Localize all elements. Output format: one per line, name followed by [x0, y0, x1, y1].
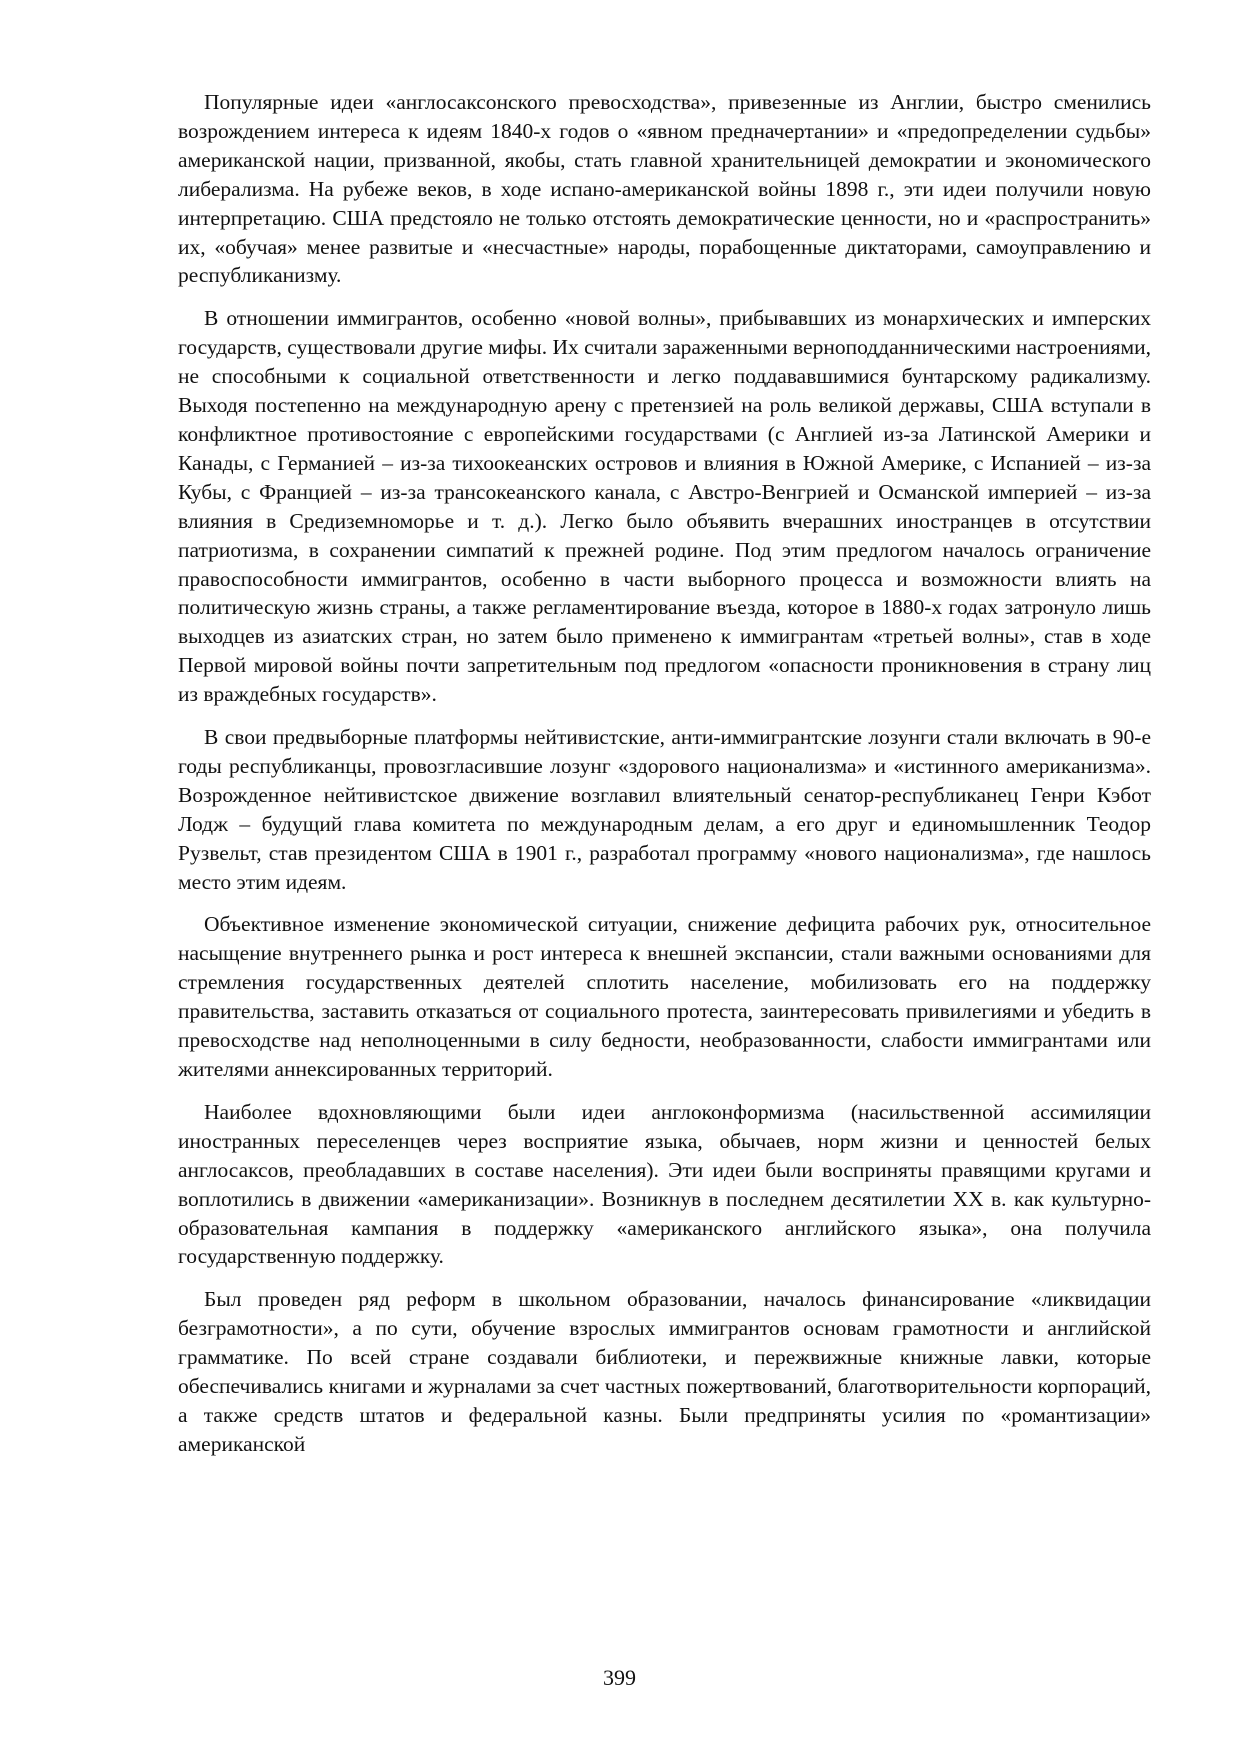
- body-text: [178, 88, 1151, 1473]
- paragraph: Популярные идеи «англосаксонского превосходства», привезенные из Англии, быстро сменились возрождением интереса к идеям 1840-х годов о «явном предначертании» и «предопределении судьбы» американской нации, призванной, якобы, стать главной хранительницей демократии и экономического либерализма. На рубеже веков, в ходе испано-американской войны 1898 г., эти идеи получили новую интерпретацию. США предстояло не только отстоять демократические ценности, но и «распространить» их, «обучая» менее развитые и «несчастные» народы, порабощенные диктаторами, самоуправлению и республиканизму.: [178, 90, 1151, 288]
- paragraph: Был проведен ряд реформ в школьном образовании, началось финансирование «ликвидации безграмотности», а по сути, обучение взрослых иммигрантов основам грамотности и английской грамматике. По всей стране создавали библиотеки, и пережвижные книжные лавки, которые обеспечивались книгами и журналами за счет частных пожертвований, благотворительности корпораций, а также средств штатов и федеральной казны. Были предприняты усилия по «романтизации» американской: [178, 1287, 1151, 1456]
- paragraph: Объективное изменение экономической ситуации, снижение дефицита рабочих рук, относительное насыщение внутреннего рынка и рост интереса к внешней экспансии, стали важными основаниями для стремления государственных деятелей сплотить население, мобилизовать его на поддержку правительства, заставить отказаться от социального протеста, заинтересовать привилегиями и убедить в превосходстве над неполноценными в силу бедности, необразованности, слабости иммигрантами или жителями аннексированных территорий.: [178, 912, 1151, 1081]
- paragraph: Наиболее вдохновляющими были идеи англоконформизма (насильственной ассимиляции иностранных переселенцев через восприятие языка, обычаев, норм жизни и ценностей белых англосаксов, преобладавших в составе населения). Эти идеи были восприняты правящими кругами и воплотились в движении «американизации». Возникнув в последнем десятилетии XX в. как культурно-образовательная кампания в поддержку «американского английского языка», она получила государственную поддержку.: [178, 1099, 1151, 1269]
- paragraph: В отношении иммигрантов, особенно «новой волны», прибывавших из монархических и имперских государств, существовали другие мифы. Их считали зараженными верноподданническими настроениями, не способными к социальной ответственности и легко поддававшимися бунтарскому радикализму. Выходя постепенно на международную арену с претензией на роль великой державы, США вступали в конфликтное противостояние с европейскими государствами (с Англией из-за Латинской Америки и Канады, с Германией – из-за тихоокеанских островов и влияния в Южной Америке, с Испанией – из-за Кубы, с Францией – из-за трансокеанского канала, с Австро-Венгрией и Османской империей – из-за влияния в Средиземноморье и т. д.). Легко было объявить вчерашних иностранцев в отсутствии патриотизма, в сохранении симпатий к прежней родине. Под этим предлогом началось ограничение правоспособности иммигрантов, особенно в части выборного процесса и возможности влиять на политическую жизнь страны, а также регламентирование въезда, которое в 1880-х годах затронуло лишь выходцев из азиатских стран, но затем было применено к иммигрантам «третьей волны», став в ходе Первой мировой войны почти запретительным под предлогом «опасности проникновения в страну лиц из враждебных государств».: [178, 306, 1151, 707]
- page-number: 399: [603, 1665, 636, 1690]
- paragraph: В свои предвыборные платформы нейтивистские, анти-иммигрантские лозунги стали включать в 90-е годы республиканцы, провозгласившие лозунг «здорового национализма» и «истинного американизма». Возрожденное нейтивистское движение возглавил влиятельный сенатор-республиканец Генри Кэбот Лодж – будущий глава комитета по международным делам, а его друг и единомышленник Теодор Рузвельт, став президентом США в 1901 г., разработал программу «нового национализма», где нашлось место этим идеям.: [178, 725, 1151, 894]
